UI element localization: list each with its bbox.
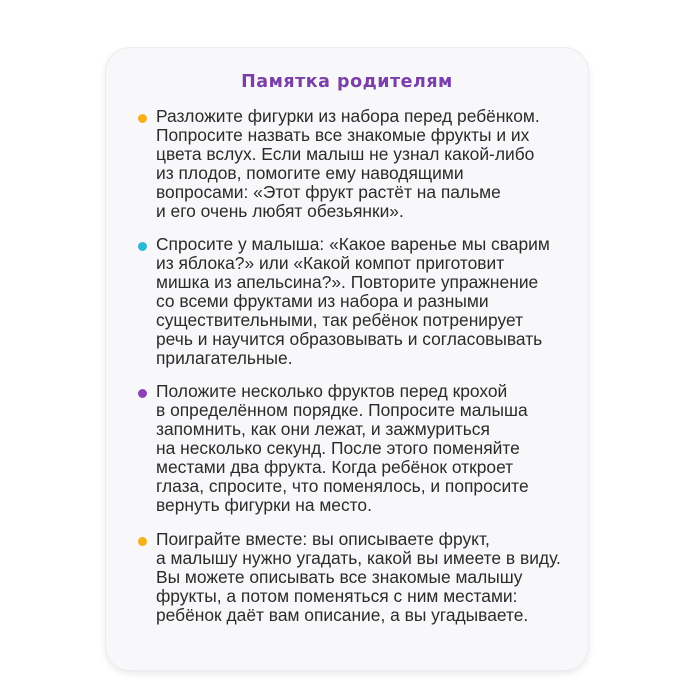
list-item-text: Положите несколько фруктов перед крохой в определённом порядке. Попросите малыша запомнить, как они лежат, и зажмуриться на несколько секунд. После этого поменяйте местами два фрукта. Когда ребёнок откроет глаза, спросите, что поменялось, и попросите вернуть фигурки на место. <box>156 381 529 515</box>
list-item-1 <box>138 107 578 221</box>
bullet-dot <box>138 537 147 546</box>
instruction-card <box>106 48 588 670</box>
list-item-2 <box>138 235 578 368</box>
bullet-dot <box>138 114 147 123</box>
list-item-3 <box>138 382 578 515</box>
bullet-dot <box>138 242 147 251</box>
list-item-text: Разложите фигурки из набора перед ребёнком. Попросите назвать все знакомые фрукты и их цвета вслух. Если малыш не узнал какой-либо из плодов, помогите ему наводящими вопросами: «Этот фрукт растёт на пальме и его очень любят обезьянки». <box>156 106 540 221</box>
list-item-text: Спросите у малыша: «Какое варенье мы сварим из яблока?» или «Какой компот приготовит мишка из апельсина?». Повторите упражнение со всеми фруктами из набора и разными существительными, так ребёнок потренирует речь и научится образовывать и согласовывать прилагательные. <box>156 234 550 368</box>
card-title: Памятка родителям <box>241 72 453 92</box>
list-item-4 <box>138 530 578 625</box>
list-item-text: Поиграйте вместе: вы описываете фрукт, а малышу нужно угадать, какой вы имеете в виду. Вы можете описывать все знакомые малышу фрукты, а потом поменяться с ним местами: ребёнок даёт вам описание, а вы угадываете. <box>156 529 561 625</box>
bullet-dot <box>138 389 147 398</box>
